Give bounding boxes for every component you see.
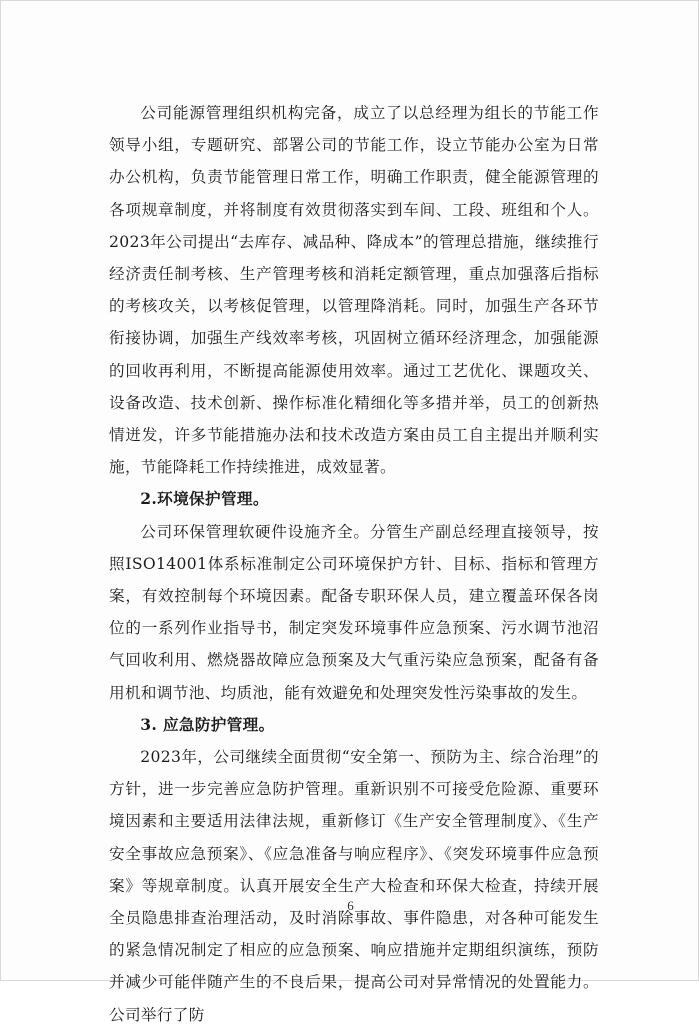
- environmental-protection-paragraph: 公司环保管理软硬件设施齐全。分管生产副总经理直接领导，按照ISO14001体系标准制定公司环境保护方针、目标、指标和管理方案，有效控制每个环境因素。配备专职环保人员，建立覆盖环保各岗位的一系列作业指导书，制定突发环境事件应急预案、污水调节池沼气回收利用、燃烧器故障应急预案及大气重污染应急预案，配备有备用机和调节池、均质池，能有效避免和处理突发性污染事故的发生。: [109, 522, 599, 702]
- energy-management-paragraph: 公司能源管理组织机构完备，成立了以总经理为组长的节能工作领导小组，专题研究、部署公司的节能工作，设立节能办公室为日常办公机构，负责节能管理日常工作，明确工作职责，健全能源管理的各项规章制度，并将制度有效贯彻落实到车间、工段、班组和个人。2023年公司提出“去库存、减品种、降成本”的管理总措施，继续推行经济责任制考核、生产管理考核和消耗定额管理，重点加强落后指标的考核攻关，以考核促管理，以管理降消耗。同时，加强生产各环节衔接协调，加强生产线效率考核，巩固树立循环经济理念，加强能源的回收再利用，不断提高能源使用效率。通过工艺优化、课题攻关、设备改造、技术创新、操作标准化精细化等多措并举，员工的创新热情迸发，许多节能措施办法和技术改造方案由员工自主提出并顺利实施，节能降耗工作持续推进，成效显著。: [109, 104, 599, 477]
- page-number: 6: [347, 898, 354, 913]
- environmental-protection-heading: 2.环境保护管理。: [140, 489, 269, 509]
- document-body: [109, 97, 599, 1031]
- emergency-protection-heading: 3. 应急防护管理。: [140, 714, 275, 734]
- emergency-protection-paragraph: 2023年，公司继续全面贯彻“安全第一、预防为主、综合治理”的方针，进一步完善应急防护管理。重新识别不可接受危险源、重要环境因素和主要适用法律法规，重新修订《生产安全管理制度》、《生产安全事故应急预案》、《应急准备与响应程序》、《突发环境事件应急预案》等规章制度。认真开展安全生产大检查和环保大检查，持续开展全员隐患排查治理活动，及时消除事故、事件隐患，对各种可能发生的紧急情况制定了相应的应急预案、响应措施并定期组织演练，预防并减少可能伴随产生的不良后果，提高公司对异常情况的处置能力。公司举行了防: [109, 748, 599, 1024]
